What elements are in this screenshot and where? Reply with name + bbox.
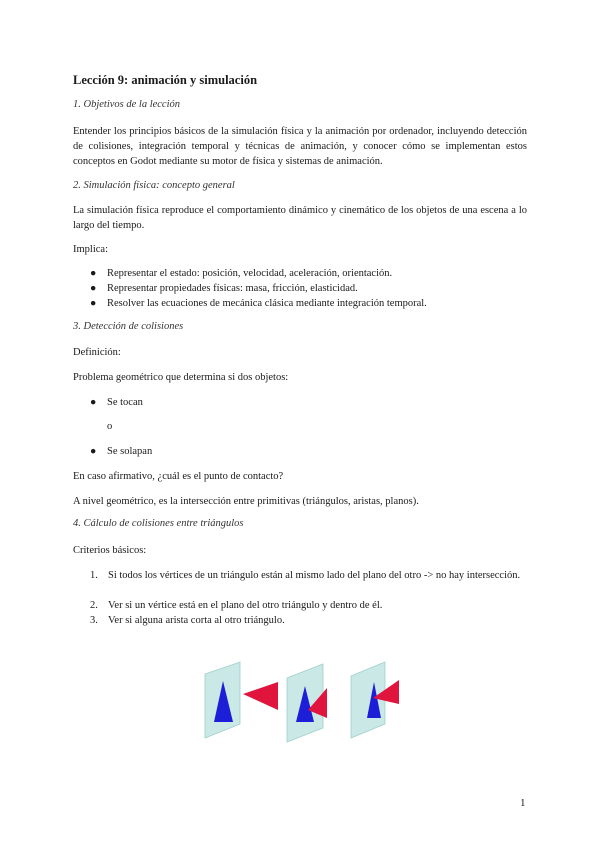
list-item: ● Resolver las ecuaciones de mecánica clásica mediante integración temporal. xyxy=(90,298,427,309)
section-1-paragraph: Entender los principios básicos de la simulación física y la animación por ordenador, incluyendo detección de colisiones, integración temporal y técnicas de animación, y conocer cómo se implementan estos conceptos en Godot mediante su motor de física y sistemas de animación. xyxy=(73,126,527,167)
bullet-icon: ● xyxy=(90,298,97,309)
ordered-list-text: Si todos los vértices de un triángulo están al mismo lado del plano del otro -> no hay intersección. xyxy=(108,570,521,581)
red-triangle xyxy=(243,682,278,710)
case-no-intersection xyxy=(205,662,278,738)
bullet-icon: ● xyxy=(90,268,97,279)
section-4-heading: 4. Cálculo de colisiones entre triángulos xyxy=(73,518,244,529)
section-2-heading: 2. Simulación física: concepto general xyxy=(73,180,235,191)
list-item: ● Se tocan xyxy=(90,397,143,408)
or-text: o xyxy=(107,421,113,432)
ordered-list-text: Ver si un vértice está en el plano del otro triángulo y dentro de él. xyxy=(108,600,383,611)
page-number: 1 xyxy=(520,797,526,809)
section-1-heading: 1. Objetivos de la lección xyxy=(73,99,181,110)
geometrico-text: A nivel geométrico, es la intersección entre primitivas (triángulos, aristas, planos). xyxy=(73,496,419,507)
criterios-label: Criterios básicos: xyxy=(73,545,147,556)
bullet-icon: ● xyxy=(90,446,97,457)
case-vertex-on-plane xyxy=(287,664,327,742)
ordered-list-number: 2. xyxy=(90,600,98,611)
bullet-icon: ● xyxy=(90,283,97,294)
problema-text: Problema geométrico que determina si dos objetos: xyxy=(73,372,289,383)
section-3-heading: 3. Detección de colisiones xyxy=(73,321,184,332)
ordered-list-number: 1. xyxy=(90,570,98,581)
triangle-collision-figure xyxy=(195,658,410,743)
section-2-paragraph: La simulación física reproduce el comportamiento dinámico y cinemático de los objetos de una escena a lo largo del tiempo. xyxy=(73,205,527,231)
ordered-list-text: Ver si alguna arista corta al otro triángulo. xyxy=(108,615,285,626)
ordered-list-number: 3. xyxy=(90,615,98,626)
list-item: ● Representar propiedades físicas: masa, fricción, elasticidad. xyxy=(90,283,358,294)
definicion-label: Definición: xyxy=(73,347,121,358)
bullet-icon: ● xyxy=(90,397,97,408)
case-edge-crosses xyxy=(351,662,399,738)
afirmativo-text: En caso afirmativo, ¿cuál es el punto de contacto? xyxy=(73,471,284,482)
list-item: ● Representar el estado: posición, velocidad, aceleración, orientación. xyxy=(90,268,393,279)
page-title: Lección 9: animación y simulación xyxy=(73,73,258,87)
list-item: ● Se solapan xyxy=(90,446,153,457)
plane-shape xyxy=(351,662,385,738)
implica-label: Implica: xyxy=(73,244,108,255)
